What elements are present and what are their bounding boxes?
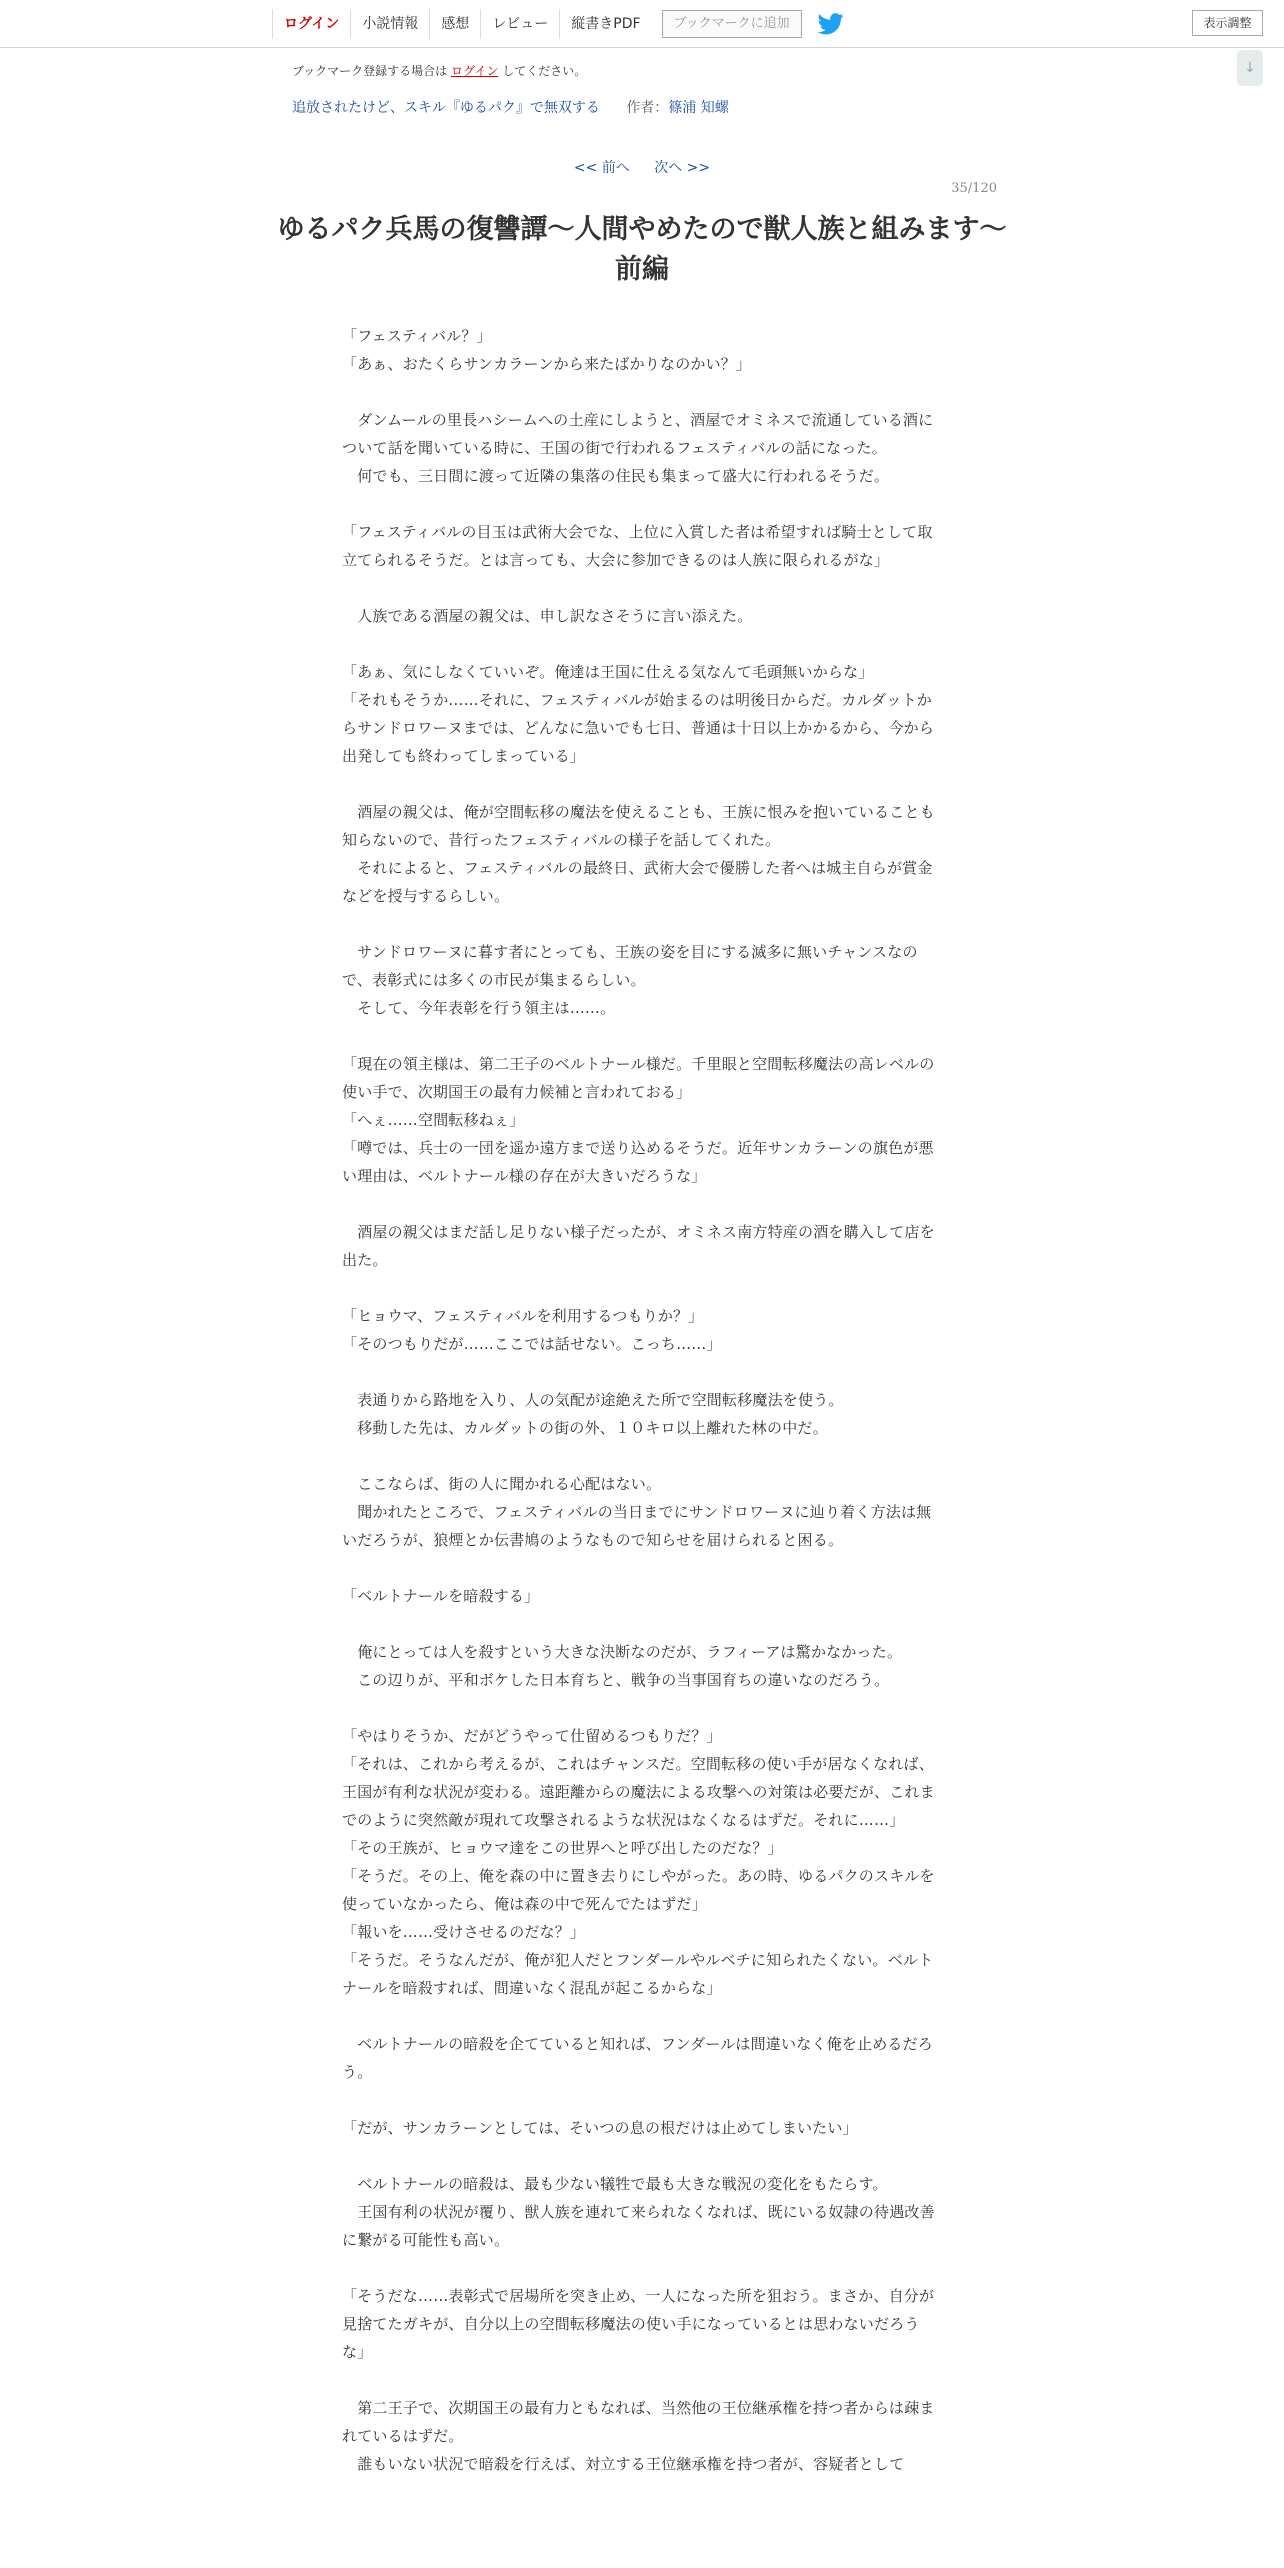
body-paragraph: 「そのつもりだが……ここでは話せない。こっち……」 xyxy=(342,1335,722,1353)
chapter-page-count: 35/120 xyxy=(951,181,997,196)
author-label: 作者： xyxy=(626,100,669,116)
next-chapter-link[interactable]: 次へ >> xyxy=(654,160,711,176)
bookmark-login-note xyxy=(292,62,586,79)
body-paragraph: 「そうだな……表彰式で居場所を突き止め、一人になった所を狙おう。まさか、自分が見捨てたガキが、自分以上の空間転移魔法の使い手になっているとは思わないだろうな」 xyxy=(342,2287,935,2361)
body-paragraph: 「へぇ……空間転移ねぇ」 xyxy=(342,1111,525,1129)
body-paragraph: それによると、フェスティバルの最終日、武術大会で優勝した者へは城主自らが賞金などを授与するらしい。 xyxy=(342,859,933,905)
body-paragraph: ベルトナールの暗殺を企てていると知れば、フンダールは間違いなく俺を止めるだろう。 xyxy=(342,2035,934,2081)
body-paragraph: ダンムールの里長ハシームへの土産にしようと、酒屋でオミネスで流通している酒について話を聞いている時に、王国の街で行われるフェスティバルの話になった。 xyxy=(342,411,934,457)
blank-line xyxy=(342,1274,937,1302)
body-paragraph: 「ヒョウマ、フェスティバルを利用するつもりか？」 xyxy=(342,1307,704,1325)
body-paragraph: 「噂では、兵士の一団を遥か遠方まで送り込めるそうだ。近年サンカラーンの旗色が悪い理由は、ベルトナール様の存在が大きいだろうな」 xyxy=(342,1139,934,1185)
body-paragraph: 人族である酒屋の親父は、申し訳なさそうに言い添えた。 xyxy=(342,607,753,625)
blank-line xyxy=(342,1358,937,1386)
nav-novel-info-link[interactable]: 小説情報 xyxy=(350,9,429,39)
twitter-bird-icon[interactable] xyxy=(818,13,844,35)
chapter-pager xyxy=(0,157,1284,177)
body-paragraph: 「フェスティバル？」 xyxy=(342,327,492,345)
body-paragraph: 「それもそうか……それに、フェスティバルが始まるのは明後日からだ。カルダットからサンドロワーヌまでは、どんなに急いでも七日、普通は十日以上かかるから、今から出発しても終わってしまっている」 xyxy=(342,691,935,765)
author-link[interactable]: 篠浦 知螺 xyxy=(668,100,729,116)
nav-impressions-link[interactable]: 感想 xyxy=(429,9,480,39)
blank-line xyxy=(342,1190,937,1218)
add-bookmark-button[interactable]: ブックマークに追加 xyxy=(662,10,802,38)
body-paragraph: この辺りが、平和ボケした日本育ちと、戦争の当事国育ちの違いなのだろう。 xyxy=(342,1671,890,1689)
body-paragraph: 「それは、これから考えるが、これはチャンスだ。空間転移の使い手が居なくなれば、王国が有利な状況が変わる。遠距離からの魔法による攻撃への対策は必要だが、これまでのように突然敵が現れて攻撃されるような状況はなくなるはずだ。それに……」 xyxy=(342,1755,935,1829)
body-paragraph: 「ベルトナールを暗殺する」 xyxy=(342,1587,540,1605)
body-paragraph: 酒屋の親父は、俺が空間転移の魔法を使えることも、王族に恨みを抱いていることも知らないので、昔行ったフェスティバルの様子を話してくれた。 xyxy=(342,803,935,849)
body-paragraph: 「そうだ。そうなんだが、俺が犯人だとフンダールやルベチに知られたくない。ベルトナールを暗殺すれば、間違いなく混乱が起こるからな」 xyxy=(342,1951,934,1997)
blank-line xyxy=(342,2254,937,2282)
blank-line xyxy=(342,1442,937,1470)
blank-line xyxy=(342,1694,937,1722)
body-paragraph: 「やはりそうか、だがどうやって仕留めるつもりだ？」 xyxy=(342,1727,722,1745)
blank-line xyxy=(342,2366,937,2394)
body-paragraph: 誰もいない状況で暗殺を行えば、対立する王位継承権を持つ者が、容疑者として xyxy=(342,2455,905,2473)
body-paragraph: そして、今年表彰を行う領主は……。 xyxy=(342,999,616,1017)
display-settings-button[interactable]: 表示調整 xyxy=(1192,10,1263,36)
blank-line xyxy=(342,2002,937,2030)
series-title-link[interactable]: 追放されたけど、スキル『ゆるパク』で無双する xyxy=(292,100,600,116)
chapter-title: ゆるパク兵馬の復讐譚～人間やめたので獣人族と組みます～ 前編 xyxy=(277,214,1034,285)
nav-menu xyxy=(272,9,844,39)
body-paragraph: 「あぁ、おたくらサンカラーンから来たばかりなのかい？」 xyxy=(342,355,752,373)
blank-line xyxy=(342,770,937,798)
blank-line xyxy=(342,574,937,602)
body-paragraph: 表通りから路地を入り、人の気配が途絶えた所で空間転移魔法を使う。 xyxy=(342,1391,844,1409)
body-paragraph: 聞かれたところで、フェスティバルの当日までにサンドロワーヌに辿り着く方法は無いだろうが、狼煙とか伝書鳩のようなもので知らせを届けられると困る。 xyxy=(342,1503,932,1549)
blank-line xyxy=(342,378,937,406)
nav-vertical-pdf-link[interactable]: 縦書きPDF xyxy=(559,9,651,39)
body-paragraph: 何でも、三日間に渡って近隣の集落の住民も集まって盛大に行われるそうだ。 xyxy=(342,467,890,485)
chapter-body xyxy=(342,322,937,2478)
body-paragraph: ベルトナールの暗殺は、最も少ない犠牲で最も大きな戦況の変化をもたらす。 xyxy=(342,2175,888,2193)
body-paragraph: 「フェスティバルの目玉は武術大会でな、上位に入賞した者は希望すれば騎士として取立てられるそうだ。とは言っても、大会に参加できるのは人族に限られるがな」 xyxy=(342,523,933,569)
scroll-down-button[interactable]: ↓ xyxy=(1237,50,1263,86)
nav-login-link[interactable]: ログイン xyxy=(272,9,350,39)
body-paragraph: 酒屋の親父はまだ話し足りない様子だったが、オミネス南方特産の酒を購入して店を出た。 xyxy=(342,1223,935,1269)
bookmark-note-login-link[interactable]: ログイン xyxy=(451,64,499,78)
body-paragraph: 「だが、サンカラーンとしては、そいつの息の根だけは止めてしまいたい」 xyxy=(342,2119,858,2137)
nav-review-link[interactable]: レビュー xyxy=(480,9,559,39)
body-paragraph: 「そうだ。その上、俺を森の中に置き去りにしやがった。あの時、ゆるパクのスキルを使っていなかったら、俺は森の中で死んでたはずだ」 xyxy=(342,1867,935,1913)
blank-line xyxy=(342,1022,937,1050)
body-paragraph: 俺にとっては人を殺すという大きな決断なのだが、ラフィーアは驚かなかった。 xyxy=(342,1643,903,1661)
blank-line xyxy=(342,1554,937,1582)
body-paragraph: 第二王子で、次期国王の最有力ともなれば、当然他の王位継承権を持つ者からは疎まれているはずだ。 xyxy=(342,2399,935,2445)
body-paragraph: 王国有利の状況が覆り、獣人族を連れて来られなくなれば、既にいる奴隷の待遇改善に繋がる可能性も高い。 xyxy=(342,2203,935,2249)
body-paragraph: 移動した先は、カルダットの街の外、１０キロ以上離れた林の中だ。 xyxy=(342,1419,828,1437)
blank-line xyxy=(342,490,937,518)
body-paragraph: 「現在の領主様は、第二王子のベルトナール様だ。千里眼と空間転移魔法の高レベルの使い手で、次期国王の最有力候補と言われておる」 xyxy=(342,1055,935,1101)
body-paragraph: ここならば、街の人に聞かれる心配はない。 xyxy=(342,1475,662,1493)
bookmark-note-suffix: してください。 xyxy=(502,64,587,78)
body-paragraph: サンドロワーヌに暮す者にとっても、王族の姿を目にする滅多に無いチャンスなので、表彰式には多くの市民が集まるらしい。 xyxy=(342,943,918,989)
blank-line xyxy=(342,630,937,658)
top-navigation-bar xyxy=(0,0,1284,48)
prev-chapter-link[interactable]: << 前へ xyxy=(573,160,630,176)
body-paragraph: 「報いを……受けさせるのだな？」 xyxy=(342,1923,586,1941)
blank-line xyxy=(342,2142,937,2170)
body-paragraph: 「その王族が、ヒョウマ達をこの世界へと呼び出したのだな？」 xyxy=(342,1839,783,1857)
bookmark-note-prefix: ブックマーク登録する場合は xyxy=(292,64,448,78)
blank-line xyxy=(342,1610,937,1638)
body-paragraph: 「あぁ、気にしなくていいぞ。俺達は王国に仕える気なんて毛頭無いからな」 xyxy=(342,663,874,681)
series-info xyxy=(292,97,729,117)
blank-line xyxy=(342,2086,937,2114)
blank-line xyxy=(342,910,937,938)
